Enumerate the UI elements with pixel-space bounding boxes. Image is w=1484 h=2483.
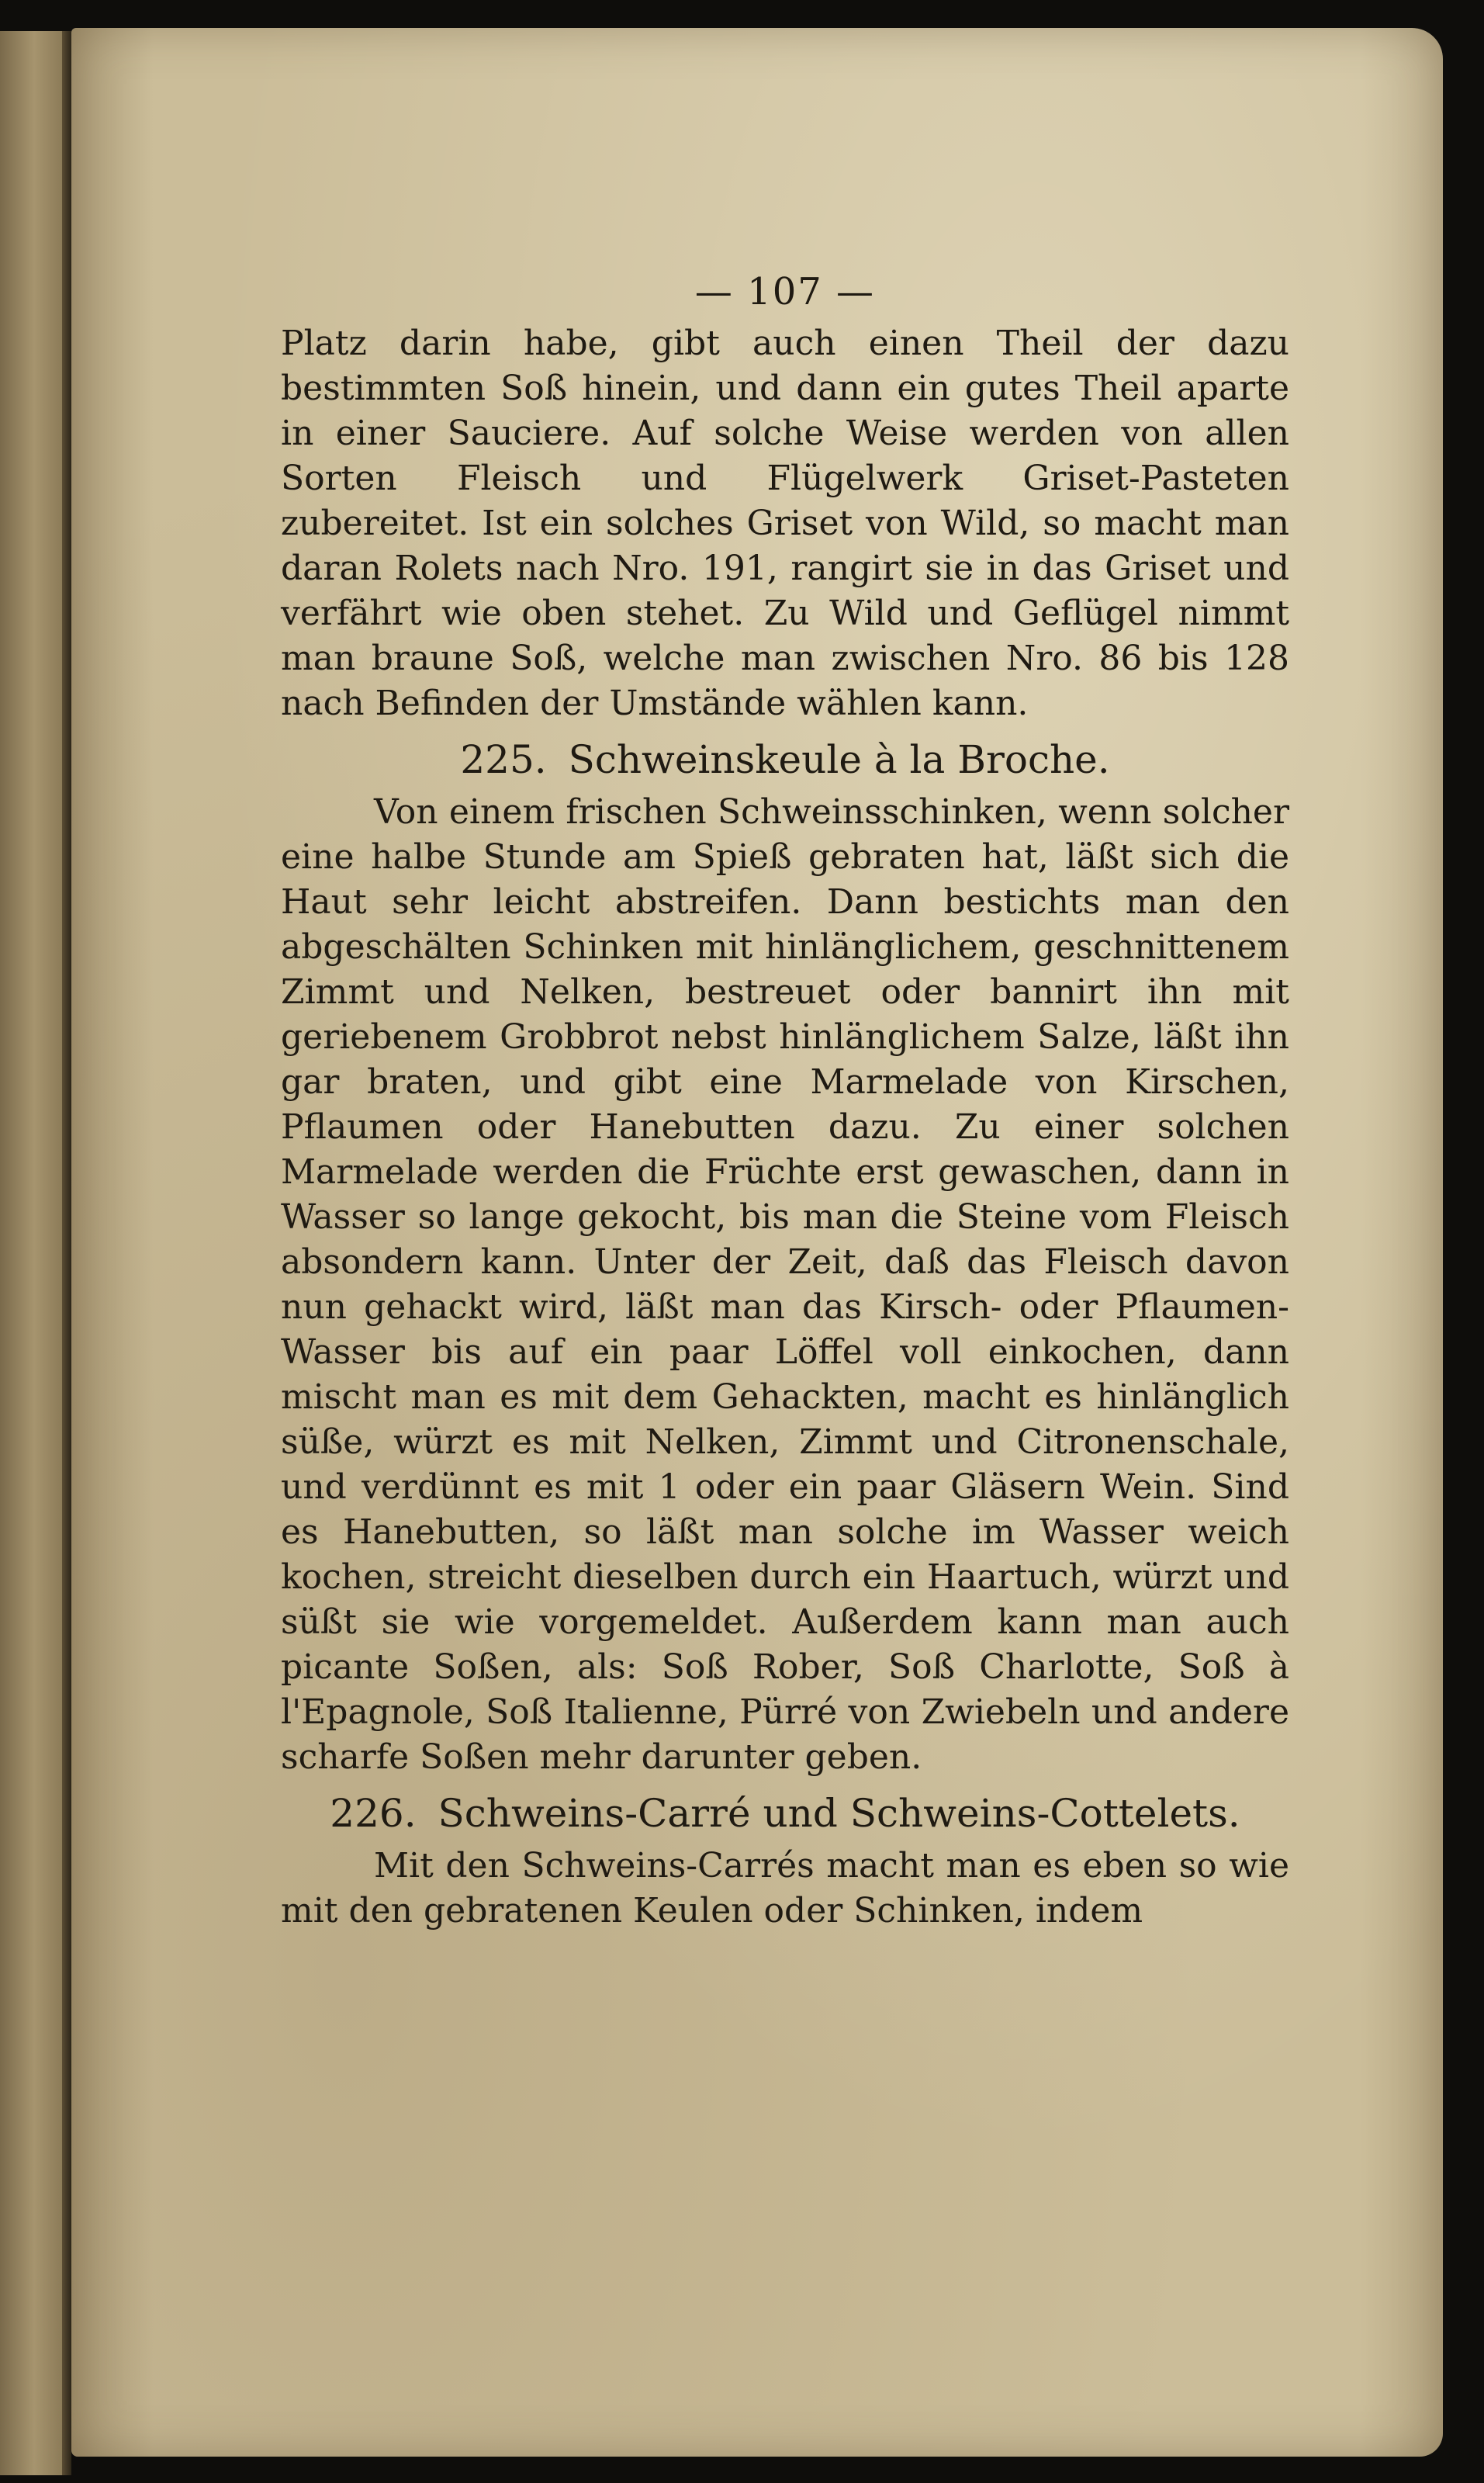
section-paragraph-226: Mit den Schweins-Carrés macht man es eben so wie mit den gebratenen Keulen oder Schinken, indem [281,1846,1289,1931]
section-number: 226. [330,1791,417,1836]
intro-paragraph: Platz darin habe, gibt auch einen Theil der dazu bestimmten Soß hinein, und dann ein gutes Theil aparte in einer Sauciere. Auf solche Weise werden von allen Sorten Fleisch und Flügelwerk Griset-Pasteten zubereitet. Ist ein solches Griset von Wild, so macht man daran Rolets nach Nro. 191, rangirt sie in das Griset und verfährt wie oben stehet. Zu Wild und Geflügel nimmt man braune Soß, welche man zwischen Nro. 86 bis 128 nach Befinden der Umstände wählen kann. [281,324,1289,723]
page-number: — 107 — [694,270,876,313]
left-page-edge [0,31,62,2475]
section-heading-225 [281,734,1289,785]
section-title: Schweins-Carré und Schweins-Cottelets. [438,1791,1240,1836]
book-page [71,28,1443,2457]
section-paragraph-225: Von einem frischen Schweinsschinken, wenn solcher eine halbe Stunde am Spieß gebraten hat, läßt sich die Haut sehr leicht abstreifen. Dann bestichts man den abgeschälten Schinken mit hinlänglichem, geschnittenem Zimmt und Nelken, bestreuet oder bannirt ihn mit geriebenem Grobbrot nebst hinlänglichem Salze, läßt ihn gar braten, und gibt eine Marmelade von Kirschen, Pflaumen oder Hanebutten dazu. Zu einer solchen Marmelade werden die Früchte erst gewaschen, dann in Wasser so lange gekocht, bis man die Steine vom Fleisch absondern kann. Unter der Zeit, daß das Fleisch davon nun gehackt wird, läßt man das Kirsch- oder Pflaumen-Wasser bis auf ein paar Löffel voll einkochen, dann mischt man es mit dem Gehackten, macht es hinlänglich süße, würzt es mit Nelken, Zimmt und Citronenschale, und verdünnt es mit 1 oder ein paar Gläsern Wein. Sind es Hanebutten, so läßt man solche im Wasser weich kochen, streicht dieselben durch ein Haartuch, würzt und süßt sie wie vorgemeldet. Außerdem kann man auch picante Soßen, als: Soß Rober, Soß Charlotte, Soß à l'Epagnole, Soß Italienne, Pürré von Zwiebeln und andere scharfe Soßen mehr darunter geben. [281,792,1289,1777]
book-gutter [62,31,71,2475]
section-heading-226 [281,1788,1289,1839]
section-title: Schweinskeule à la Broche. [568,737,1110,782]
page-text-block [281,268,1289,1934]
section-number: 225. [460,737,547,782]
